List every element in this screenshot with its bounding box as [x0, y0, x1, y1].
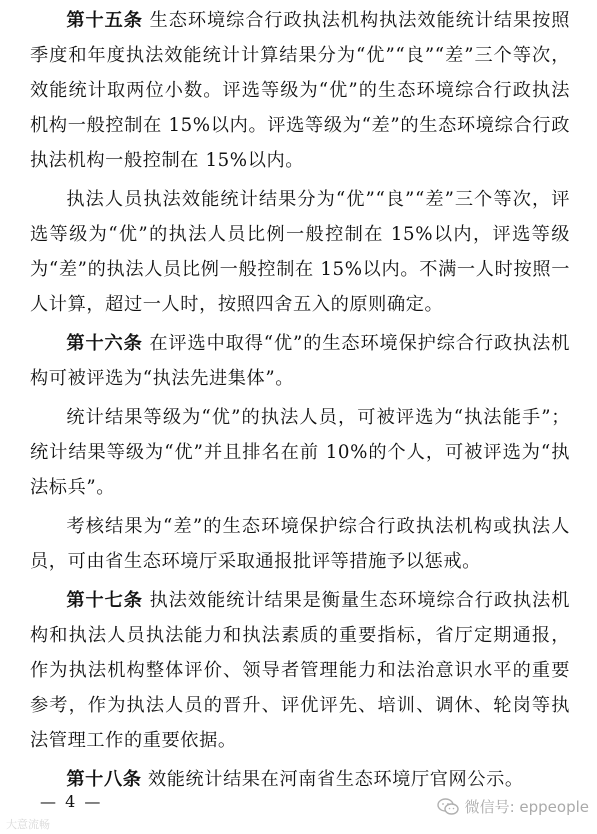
article-heading: 第十六条 — [66, 333, 143, 354]
document-body — [30, 0, 570, 801]
page-number: — 4 — — [40, 792, 103, 811]
paragraph — [30, 400, 570, 505]
paragraph-article-16 — [30, 326, 570, 396]
wechat-id: 微信号: eppeople — [464, 798, 589, 816]
paragraph-text: 执法效能统计结果是衡量生态环境综合行政执法机构和执法人员执法能力和执法素质的重要指标，省厅定期通报，作为执法机构整体评价、领导者管理能力和法治意识水平的重要参考，作为执法人员的晋升、评优评先、培训、调休、轮岗等执法管理工作的重要依据。 — [30, 590, 570, 751]
wechat-icon — [437, 798, 459, 816]
paragraph-text: 统计结果等级为“优”的执法人员，可被评选为“执法能手”；统计结果等级为“优”并且排名在前 10%的个人，可被评选为“执法标兵”。 — [30, 407, 570, 498]
article-heading: 第十七条 — [66, 590, 143, 611]
paragraph-article-18 — [30, 762, 570, 797]
paragraph-text: 执法人员执法效能统计结果分为“优”“良”“差”三个等次，评选等级为“优”的执法人员比例一般控制在 15%以内，评选等级为“差”的执法人员比例一般控制在 15%以内。不满一人时按照一人计算，超过一人时，按照四舍五入的原则确定。 — [30, 189, 570, 315]
paragraph-text: 在评选中取得“优”的生态环境保护综合行政执法机构可被评选为“执法先进集体”。 — [30, 333, 570, 389]
paragraph-text: 生态环境综合行政执法机构执法效能统计结果按照季度和年度执法效能统计计算结果分为“优”“良”“差”三个等次，效能统计取两位小数。评选等级为“优”的生态环境综合行政执法机构一般控制在 15%以内。评选等级为“差”的生态环境综合行政执法机构一般控制在 15%以内。 — [30, 10, 570, 171]
article-heading: 第十五条 — [66, 10, 143, 31]
paragraph-text: 效能统计结果在河南省生态环境厅官网公示。 — [147, 769, 524, 790]
wechat-watermark — [437, 796, 589, 817]
paragraph-article-17 — [30, 583, 570, 758]
paragraph — [30, 182, 570, 322]
watermark-left: 大意流畅 — [6, 818, 50, 831]
paragraph — [30, 509, 570, 579]
paragraph-article-15 — [30, 3, 570, 178]
article-heading: 第十八条 — [66, 769, 142, 790]
paragraph-text: 考核结果为“差”的生态环境保护综合行政执法机构或执法人员，可由省生态环境厅采取通报批评等措施予以惩戒。 — [30, 516, 570, 572]
